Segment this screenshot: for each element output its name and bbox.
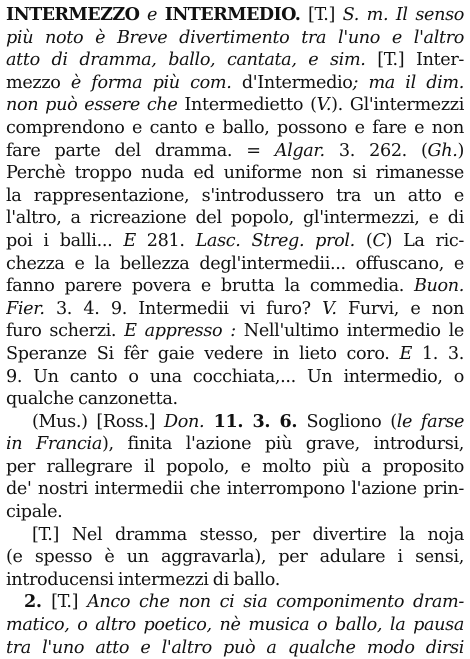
entry-text-segment: cipale. bbox=[6, 502, 63, 523]
entry-text-segment: Furvi, e non bbox=[336, 298, 464, 319]
entry-text-segment: chezza e la bellezza degl'intermedii... offuscano, e bbox=[6, 253, 464, 274]
entry-line bbox=[6, 411, 464, 434]
entry-line bbox=[6, 72, 464, 95]
entry-text-segment: Intermedietto ( bbox=[184, 95, 317, 116]
entry-text-segment: V. bbox=[316, 95, 332, 116]
entry-line bbox=[6, 275, 464, 298]
entry-text-segment: qualche canzonetta. bbox=[6, 389, 178, 410]
entry-text-segment: [T.] bbox=[365, 50, 416, 71]
entry-line bbox=[6, 320, 464, 343]
entry-text-segment: ) bbox=[457, 140, 464, 161]
entry-text-segment: d'Intermedio bbox=[241, 72, 353, 93]
entry-text-segment: Don. bbox=[164, 411, 205, 432]
entry-text-segment: 1. 3. bbox=[411, 343, 464, 364]
entry-line bbox=[6, 478, 464, 501]
entry-text-segment: atto di dramma, ballo, cantata, e sim. bbox=[6, 50, 366, 71]
entry-text-segment: E bbox=[399, 343, 412, 364]
entry-text-segment: S. m. Il senso bbox=[342, 5, 464, 25]
entry-text-segment: E appresso : bbox=[124, 321, 236, 342]
entry-text-segment: 2. bbox=[24, 591, 52, 613]
entry-text-segment: ) La ric- bbox=[385, 230, 464, 251]
entry-line bbox=[6, 637, 464, 659]
entry-text-segment: poi i balli... bbox=[6, 230, 124, 251]
entry-text-segment: comprendono e canto e ballo, possono e fare e non bbox=[6, 117, 464, 138]
entry-line bbox=[6, 546, 464, 569]
entry-text-segment: per rallegrare il popolo, e molto più a proposito bbox=[6, 456, 464, 477]
entry-headword-variant: INTERMEDIO. bbox=[164, 4, 301, 25]
entry-text-segment: Inter- bbox=[415, 50, 464, 71]
entry-line bbox=[6, 614, 464, 637]
entry-line bbox=[6, 27, 464, 50]
entry-text-segment: (Mus.) [Ross.] bbox=[32, 411, 164, 432]
entry-line bbox=[6, 501, 464, 524]
entry-text-segment: [T.] bbox=[51, 592, 88, 613]
entry-text-segment: Fier. bbox=[6, 298, 45, 319]
entry-line bbox=[6, 433, 464, 456]
entry-text-segment: Speranze Si fêr gaie vedere in lieto coro. bbox=[6, 343, 400, 364]
entry-line bbox=[6, 117, 464, 140]
entry-text-segment: V. bbox=[322, 298, 337, 319]
entry-text-segment: Buon. bbox=[413, 276, 464, 297]
entry-text-segment: C bbox=[372, 230, 386, 251]
entry-line bbox=[6, 591, 464, 614]
entry-text-segment: Nell'ultimo intermedio le bbox=[235, 321, 464, 342]
entry-text-segment: [T.] bbox=[307, 5, 343, 25]
entry-line bbox=[6, 140, 464, 163]
entry-line bbox=[6, 298, 464, 321]
entry-line bbox=[6, 524, 464, 547]
entry-line bbox=[6, 366, 464, 389]
entry-line bbox=[6, 388, 464, 411]
entry-text-segment: (e spesso è un aggravarla), per adulare i sensi, bbox=[6, 547, 464, 568]
entry-text-segment: Sogliono ( bbox=[306, 411, 397, 432]
entry-text-segment: l'altro, a ricreazione del popolo, gl'intermezzi, e di bbox=[6, 208, 464, 229]
entry-text-segment: la rappresentazione, s'introdussero tra un atto e bbox=[6, 185, 464, 206]
entry-connector: e bbox=[146, 5, 158, 25]
entry-text-segment: più noto è Breve divertimento tra l'uno e l'altro bbox=[6, 27, 464, 48]
entry-text-segment: fanno parere povera e brutta la commedia. bbox=[6, 276, 414, 297]
entry-text-segment: 9. Un canto o una cocchiata,... Un intermedio, o bbox=[6, 366, 464, 387]
entry-text-segment: Gh. bbox=[427, 140, 458, 161]
entry-text-segment: Perchè troppo nuda ed uniforme non si rimanesse bbox=[6, 163, 464, 184]
entry-body bbox=[6, 27, 464, 659]
entry-text-segment: in Francia bbox=[6, 434, 102, 455]
entry-text-segment: Anco che non ci sia componimento dram- bbox=[87, 592, 464, 613]
entry-headword: INTERMEZZO bbox=[6, 4, 140, 25]
dictionary-page bbox=[6, 4, 464, 659]
entry-text-segment: 3. 4. 9. Intermedii vi furo? bbox=[44, 298, 323, 319]
entry-text-segment: Lasc. Streg. prol. bbox=[195, 230, 355, 251]
entry-text-segment: ). Gl'intermezzi bbox=[331, 95, 464, 116]
entry-text-segment: fare parte del dramma. = bbox=[6, 140, 275, 161]
entry-text-segment: non può essere che bbox=[6, 95, 185, 116]
entry-line bbox=[6, 94, 464, 117]
entry-line bbox=[6, 207, 464, 230]
entry-text-segment: 3. 262. ( bbox=[324, 140, 428, 161]
entry-line bbox=[6, 185, 464, 208]
entry-text-segment: le farse bbox=[396, 411, 464, 432]
entry-text-segment: furo scherzi. bbox=[6, 321, 125, 342]
entry-text-segment: 11. 3. 6. bbox=[204, 410, 307, 432]
entry-line bbox=[6, 162, 464, 185]
entry-line bbox=[6, 49, 464, 72]
entry-text-segment: matico, o altro poetico, nè musica o ballo, la pausa bbox=[6, 615, 464, 636]
entry-line bbox=[6, 4, 464, 27]
entry-text-segment: introducensi intermezzi di ballo. bbox=[6, 569, 280, 590]
entry-text-segment: ( bbox=[354, 230, 373, 251]
entry-text-segment: mezzo bbox=[6, 72, 71, 93]
entry-line bbox=[6, 456, 464, 479]
entry-text-segment: de' nostri intermedii che interrompono l'azione prin- bbox=[6, 479, 464, 500]
entry-line bbox=[6, 230, 464, 253]
entry-text-segment: è forma più com. bbox=[70, 72, 242, 93]
entry-text-segment: Algar. bbox=[274, 140, 325, 161]
entry-text-segment: ), finita l'azione più grave, introdursi, bbox=[101, 434, 464, 455]
entry-text-segment: [T.] Nel dramma stesso, per divertire la noja bbox=[32, 524, 464, 545]
entry-line bbox=[6, 253, 464, 276]
entry-text-segment: ; ma il dim. bbox=[352, 72, 464, 93]
entry-text-segment: tra l'uno atto e l'altro può a qualche modo dirsi bbox=[6, 637, 464, 658]
entry-line bbox=[6, 569, 464, 592]
entry-line-rest bbox=[308, 5, 464, 25]
entry-text-segment: E bbox=[123, 230, 136, 251]
entry-text-segment: 281. bbox=[135, 230, 196, 251]
entry-line bbox=[6, 343, 464, 366]
